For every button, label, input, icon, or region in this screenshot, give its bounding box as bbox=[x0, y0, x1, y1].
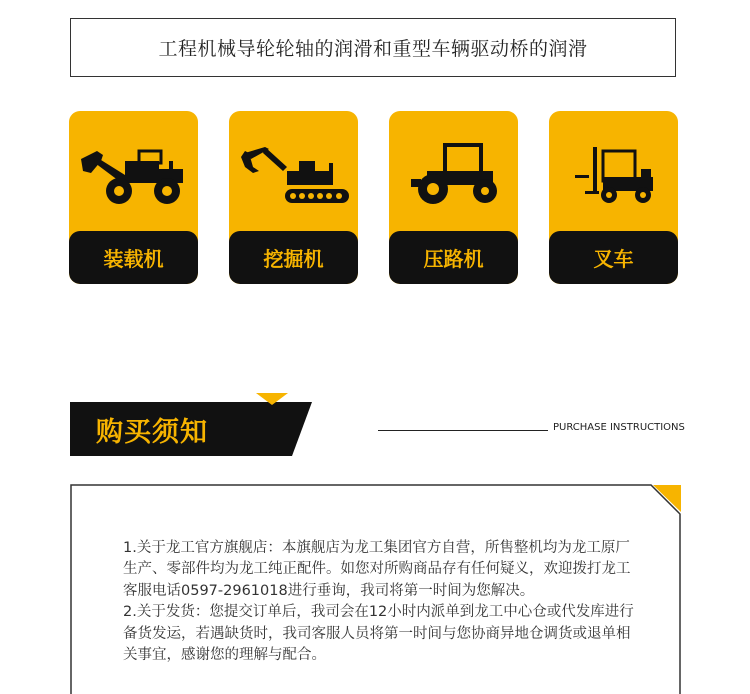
machine-label: 压路机 bbox=[389, 231, 518, 284]
notice-body bbox=[123, 538, 643, 666]
machine-card-loader[interactable] bbox=[69, 111, 198, 284]
road-roller-icon bbox=[389, 111, 518, 231]
machine-card-roller[interactable] bbox=[389, 111, 518, 284]
machine-label: 挖掘机 bbox=[229, 231, 358, 284]
notice-paragraph: 2.关于发货：您提交订单后，我司会在12小时内派单到龙工中心仓或代发库进行备货发运，若遇缺货时，我司客服人员将第一时间与您协商异地仓调货或退单相关事宜，感谢您的理解与配合。 bbox=[123, 604, 634, 664]
section-title: 购买须知 bbox=[96, 416, 208, 448]
machine-label: 装载机 bbox=[69, 231, 198, 284]
purchase-instructions-header bbox=[70, 393, 685, 457]
machine-label: 叉车 bbox=[549, 231, 678, 284]
section-subtitle: PURCHASE INSTRUCTIONS bbox=[553, 422, 685, 433]
purchase-notice-box bbox=[70, 484, 681, 694]
product-usage-title: 工程机械导轮轮轴的润滑和重型车辆驱动桥的润滑 bbox=[70, 18, 676, 77]
wheel-loader-icon bbox=[69, 111, 198, 231]
machine-card-forklift[interactable] bbox=[549, 111, 678, 284]
machine-card-excavator[interactable] bbox=[229, 111, 358, 284]
notice-paragraph: 1.关于龙工官方旗舰店：本旗舰店为龙工集团官方自营，所售整机均为龙工原厂生产、零部件均为龙工纯正配件。如您对所购商品存有任何疑义，欢迎拨打龙工客服电话0597-2961018进行垂询，我司将第一时间为您解决。 bbox=[123, 540, 631, 599]
divider-line bbox=[378, 430, 548, 431]
accent-triangle-icon bbox=[256, 393, 288, 407]
excavator-icon bbox=[229, 111, 358, 231]
forklift-icon bbox=[549, 111, 678, 231]
machine-category-list bbox=[69, 111, 678, 284]
